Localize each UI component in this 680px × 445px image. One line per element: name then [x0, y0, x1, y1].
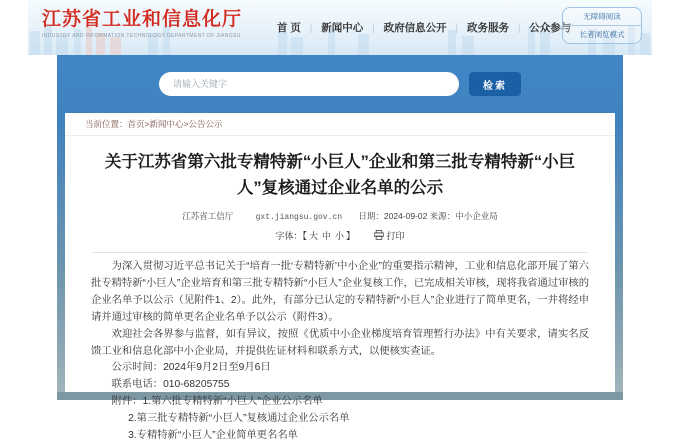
site-header — [28, 0, 652, 55]
nav-item-gov-info[interactable]: 政府信息公开 — [383, 22, 447, 34]
article-body — [91, 259, 589, 445]
breadcrumb-link-news[interactable]: 新闻中心 — [149, 119, 184, 129]
main-nav — [268, 0, 580, 55]
search-input[interactable] — [159, 72, 459, 96]
print-button[interactable] — [374, 229, 405, 242]
font-size-label: 字体：【 — [275, 231, 307, 242]
nav-separator: | — [309, 22, 313, 33]
article-meta-source: 中小企业局 — [455, 211, 498, 222]
article — [65, 150, 615, 445]
site-logo-subtitle: INDUSTRY AND INFORMATION TECHNOLOGY DEPARTMENT OF JIANGSU — [42, 33, 241, 39]
breadcrumb-separator: > — [183, 119, 189, 129]
attachment-2-line: 2.第三批专精特新“小巨人”复核通过企业公示名单 — [128, 413, 350, 424]
font-size-medium-button[interactable]: 中 — [321, 231, 331, 242]
site-logo[interactable] — [42, 9, 242, 39]
article-title: 关于江苏省第六批专精特新“小巨人”企业和第三批专精特新“小巨人”复核通过企业名单的公示 — [104, 153, 576, 197]
nav-separator: | — [517, 22, 521, 33]
title-body-divider — [93, 252, 587, 253]
breadcrumb-link-home[interactable]: 首页 — [127, 119, 145, 129]
breadcrumb-link-announcements[interactable]: 公告公示 — [188, 119, 223, 129]
main-column — [57, 55, 623, 441]
nav-item-news[interactable]: 新闻中心 — [321, 22, 364, 34]
barrier-free-reading-link[interactable]: 无障碍阅读 — [583, 12, 621, 21]
site-container — [28, 0, 652, 441]
article-meta — [91, 210, 589, 222]
print-label: 打印 — [386, 231, 405, 242]
site-logo-title: 江苏省工业和信息化厅 — [42, 9, 243, 30]
attachment-3-line: 3.专精特新“小巨人”企业简单更名名单 — [128, 429, 298, 441]
breadcrumb-label: 当前位置： — [85, 119, 128, 129]
article-meta-date: 2024-09-02 — [383, 211, 428, 222]
elder-mode-link[interactable]: 长者浏览模式 — [563, 25, 641, 43]
breadcrumb — [65, 113, 615, 136]
attachment-1-line: 附件：1.第六批专精特新“小巨人”企业公示名单 — [111, 396, 323, 408]
accessibility-box — [562, 7, 642, 44]
nav-item-participation[interactable]: 公众参与 — [529, 22, 572, 34]
article-paragraph: 欢迎社会各界参与监督，如有异议，按照《优质中小企业梯度培育管理暂行办法》中有关要求，请实名反馈工业和信息化部中小企业局，并提供佐证材料和联系方式，以便核实查证。 — [91, 328, 589, 357]
font-size-small-button[interactable]: 小 — [334, 231, 344, 242]
nav-separator: | — [455, 22, 458, 33]
article-meta-dept: 江苏省工信厅 — [182, 211, 234, 222]
article-paragraph: 为深入贯彻习近平总书记关于“培育一批‘专精特新’中小企业”的重要指示精神，工业和信息化部开展了第六批专精特新“小巨人”企业培育和第三批专精特新“小巨人”企业复核工作，已完成相关审核，现将我省通过审核的企业名单予以公示（见附件1、2）。此外，有部分已认定的专精特新“小巨人”企业进行了简单更名，一并将经申请并通过审核的简单更名企业名单予以公示（附件3）。 — [91, 261, 589, 323]
search-bar — [57, 55, 623, 113]
content-box — [65, 113, 615, 441]
contact-phone-line: 联系电话：010-68205755 — [111, 379, 230, 391]
nav-separator: | — [372, 22, 375, 33]
article-meta-site: gxt.jiangsu.gov.cn — [255, 213, 343, 223]
article-meta-date-label: 日期： — [358, 211, 384, 222]
article-meta-source-label: 来源： — [429, 211, 456, 222]
font-size-large-button[interactable]: 大 — [308, 231, 318, 242]
font-size-controls — [91, 229, 589, 242]
nav-item-services[interactable]: 政务服务 — [466, 22, 509, 34]
publicity-period-line: 公示时间：2024年9月2日至9月6日 — [111, 362, 271, 374]
font-size-label-end: 】 — [346, 231, 356, 242]
search-button[interactable]: 检索 — [469, 72, 521, 96]
breadcrumb-separator: > — [144, 119, 150, 129]
nav-item-home[interactable]: 首 页 — [277, 22, 301, 34]
printer-icon — [374, 230, 384, 241]
